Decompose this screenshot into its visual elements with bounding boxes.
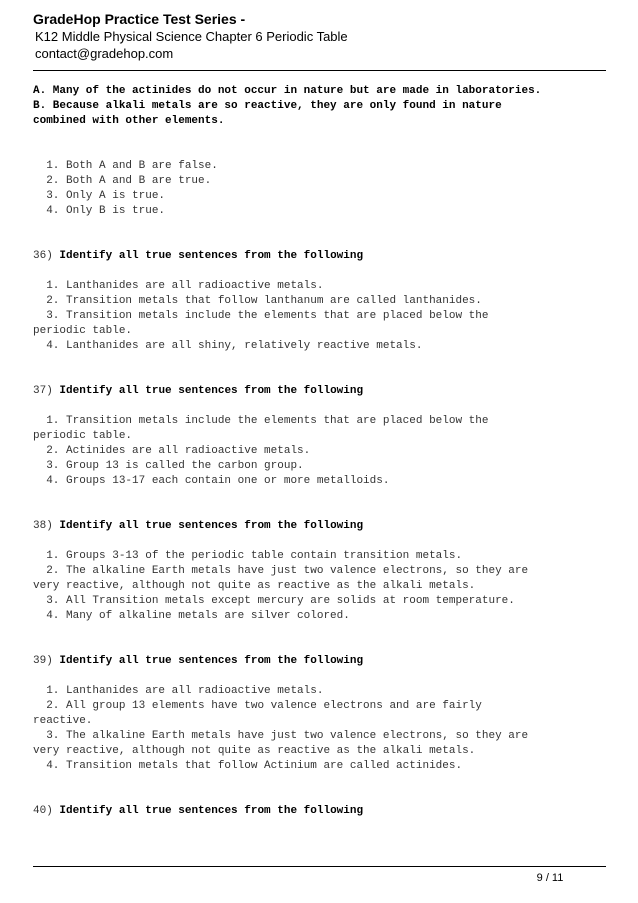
question-40: [33, 804, 603, 819]
option: 2. All group 13 elements have two valence electrons and are fairly reactive.: [33, 700, 482, 727]
statement-a: A. Many of the actinides do not occur in nature but are made in laboratories.: [33, 85, 542, 97]
question-37: [33, 384, 603, 399]
page-header: [33, 10, 593, 62]
prev-option-3: 3. Only A is true.: [33, 190, 166, 202]
header-subtitle: K12 Middle Physical Science Chapter 6 Periodic Table: [35, 29, 348, 44]
header-contact: contact@gradehop.com: [35, 46, 174, 61]
option: 4. Lanthanides are all shiny, relatively reactive metals.: [33, 340, 423, 352]
option: 3. Transition metals include the elements that are placed below the periodic table.: [33, 310, 489, 337]
option: 1. Transition metals include the elements that are placed below the periodic table.: [33, 415, 489, 442]
footer-divider: [33, 866, 606, 867]
question-number: 37): [33, 385, 53, 397]
question-38-options: [33, 549, 603, 624]
option: 3. All Transition metals except mercury are solids at room temperature.: [33, 595, 515, 607]
question-text: Identify all true sentences from the following: [59, 805, 364, 817]
question-38: [33, 519, 603, 534]
question-39-options: [33, 684, 603, 774]
page-number: 9 / 11: [536, 872, 564, 884]
question-39: [33, 654, 603, 669]
prev-question-options: [33, 159, 603, 219]
option: 4. Many of alkaline metals are silver colored.: [33, 610, 350, 622]
option: 2. The alkaline Earth metals have just two valence electrons, so they are very reactive, although not quite as reactive as the alkali metals.: [33, 565, 529, 592]
question-text: Identify all true sentences from the following: [59, 655, 364, 667]
question-text: Identify all true sentences from the following: [59, 385, 364, 397]
prev-option-2: 2. Both A and B are true.: [33, 175, 212, 187]
question-text: Identify all true sentences from the following: [59, 520, 364, 532]
option: 1. Lanthanides are all radioactive metals.: [33, 685, 324, 697]
question-37-options: [33, 414, 603, 489]
prev-option-1: 1. Both A and B are false.: [33, 160, 218, 172]
question-text: Identify all true sentences from the following: [59, 250, 364, 262]
question-36-options: [33, 279, 603, 354]
prev-option-4: 4. Only B is true.: [33, 205, 166, 217]
option: 2. Actinides are all radioactive metals.: [33, 445, 311, 457]
option: 1. Groups 3-13 of the periodic table contain transition metals.: [33, 550, 463, 562]
question-36: [33, 249, 603, 264]
option: 4. Groups 13-17 each contain one or more metalloids.: [33, 475, 390, 487]
option: 2. Transition metals that follow lanthanum are called lanthanides.: [33, 295, 482, 307]
question-number: 38): [33, 520, 53, 532]
option: 3. The alkaline Earth metals have just two valence electrons, so they are very reactive, although not quite as reactive as the alkali metals.: [33, 730, 529, 757]
option: 1. Lanthanides are all radioactive metals.: [33, 280, 324, 292]
header-title: GradeHop Practice Test Series -: [33, 11, 246, 27]
question-number: 39): [33, 655, 53, 667]
header-divider: [33, 70, 606, 71]
option: 4. Transition metals that follow Actinium are called actinides.: [33, 760, 463, 772]
statement-b-line2: combined with other elements.: [33, 115, 225, 127]
question-number: 40): [33, 805, 53, 817]
question-number: 36): [33, 250, 53, 262]
statement-b-line1: B. Because alkali metals are so reactive, they are only found in nature: [33, 100, 502, 112]
page-content: [33, 84, 603, 819]
option: 3. Group 13 is called the carbon group.: [33, 460, 304, 472]
